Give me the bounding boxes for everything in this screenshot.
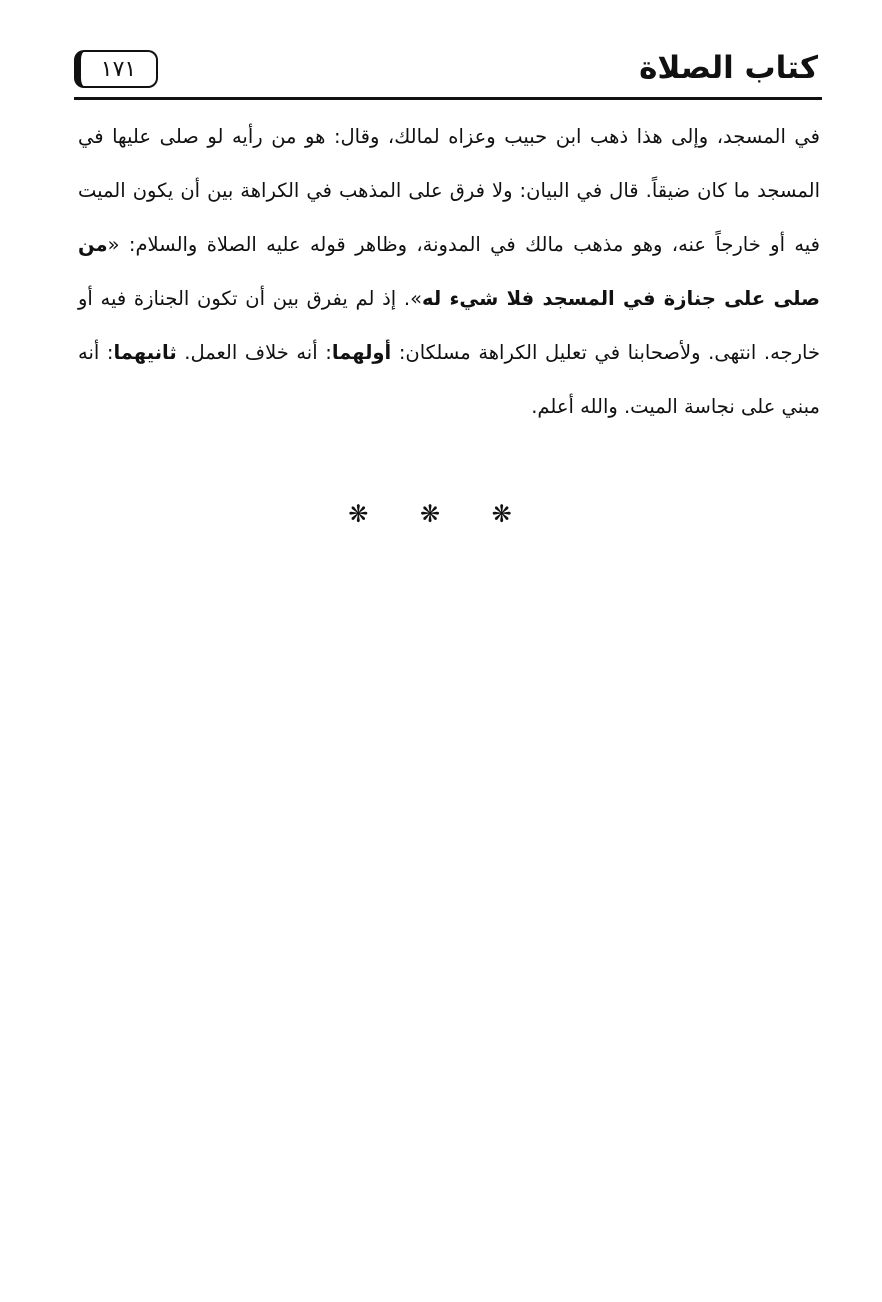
text-segment-3: : أنه خلاف العمل. — [176, 341, 332, 364]
hadith-quote: من صلى على جنازة في المسجد فلا شيء له — [78, 233, 820, 310]
paragraph — [78, 110, 820, 434]
header-rule — [74, 97, 822, 100]
page-number: ١٧١ — [74, 50, 158, 88]
text-segment-2: ». إذ لم يفرق بين أن تكون الجنازة فيه أو خارجه. انتهى. ولأصحابنا في تعليل الكراهة مسلكان: — [78, 287, 820, 364]
second-reason-label: ثانيهما — [113, 341, 177, 364]
text-segment-1: في المسجد، وإلى هذا ذهب ابن حبيب وعزاه لمالك، وقال: هو من رأيه لو صلى عليها في المسجد ما كان ضيقاً. قال في البيان: ولا فرق على المذهب في الكراهة بين أن يكون الميت فيه أو خارجاً عنه، وهو مذهب مالك في المدونة، وظاهر قوله عليه الصلاة والسلام: « — [78, 125, 820, 256]
running-header — [74, 46, 822, 100]
body-text — [78, 110, 820, 434]
first-reason-label: أولهما — [331, 341, 392, 364]
text-segment-4: : أنه مبني على نجاسة الميت. والله أعلم. — [78, 341, 820, 418]
chapter-title: كتاب الصلاة — [639, 50, 818, 86]
section-separator: ❋ ❋ ❋ — [348, 500, 534, 528]
